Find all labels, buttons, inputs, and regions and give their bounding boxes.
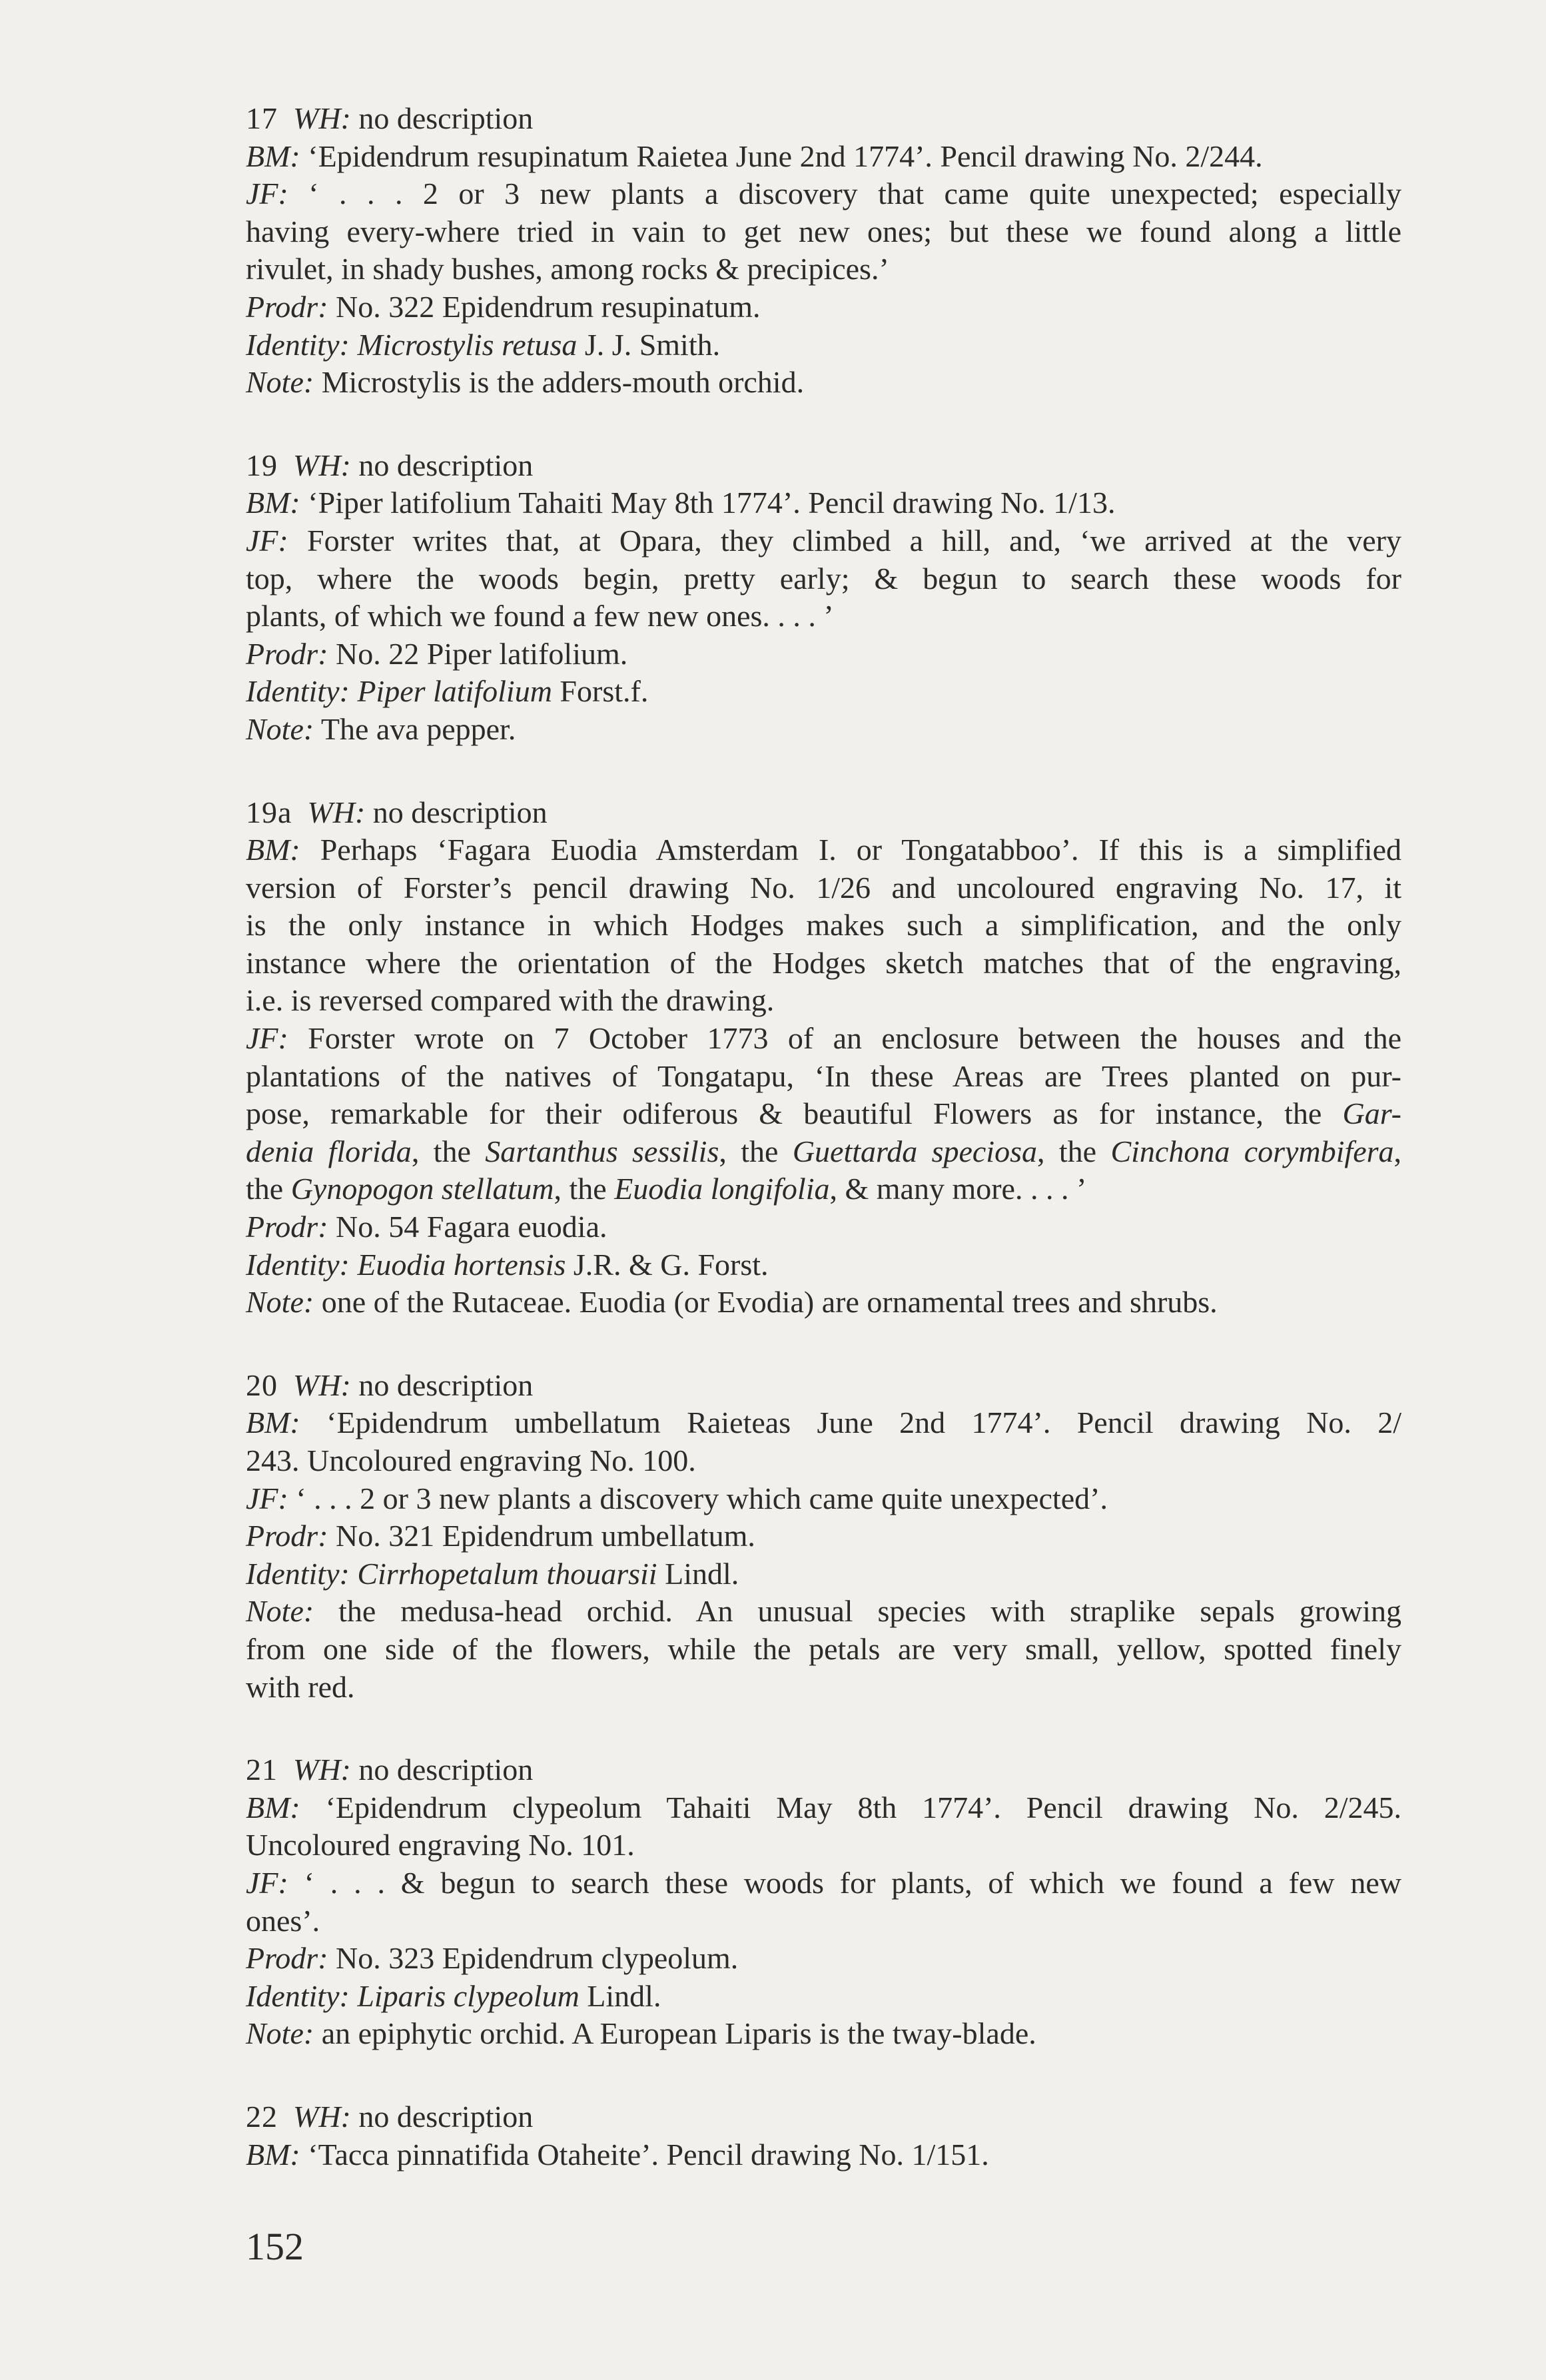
note-line: [246, 711, 1401, 749]
species-name: Euodia longifolia: [614, 1172, 830, 1206]
entry-19a: [246, 794, 1401, 1322]
jf-label: JF:: [246, 1865, 288, 1900]
jf-text: Forster wrote on 7 October 1773 of an enclosure between the houses and the: [308, 1021, 1401, 1056]
jf-label: JF:: [246, 1021, 288, 1056]
wh-label: WH:: [293, 101, 351, 135]
identity-author: Forst.f.: [560, 674, 649, 709]
entry-number: 19: [246, 448, 278, 482]
wh-text: no description: [372, 795, 548, 829]
entry-20: [246, 1367, 1401, 1706]
prodr-line: [246, 1517, 1401, 1555]
wh-label: WH:: [307, 795, 366, 829]
identity-label: Identity:: [246, 674, 350, 709]
jf-line: [246, 522, 1401, 560]
entry-heading: [246, 1367, 1401, 1405]
jf-text: , & many more. . . . ’: [829, 1172, 1087, 1206]
jf-text: pose, remarkable for their odiferous & beautiful Flowers as for instance, the: [246, 1096, 1322, 1131]
jf-line: plants, of which we found a few new ones. . . . ’: [246, 599, 834, 633]
entry-19: [246, 447, 1401, 749]
identity-author: J. J. Smith.: [584, 327, 721, 362]
prodr-text: No. 321 Epidendrum umbellatum.: [336, 1519, 755, 1553]
entry-17: [246, 100, 1401, 402]
bm-line: instance where the orientation of the Hodges sketch matches that of the engraving,: [246, 945, 1401, 980]
bm-label: BM:: [246, 833, 300, 867]
note-line: with red.: [246, 1669, 355, 1704]
jf-text: ‘ . . . 2 or 3 new plants a discovery that came quite unexpected; especially: [308, 177, 1402, 211]
prodr-text: No. 322 Epidendrum resupinatum.: [336, 289, 761, 324]
bm-text: ‘Epidendrum clypeolum Tahaiti May 8th 1774’. Pencil drawing No. 2/245.: [325, 1790, 1402, 1824]
note-label: Note:: [246, 1285, 314, 1320]
prodr-text: No. 22 Piper latifolium.: [336, 636, 628, 671]
jf-line: having every-where tried in vain to get new ones; but these we found along a little: [246, 214, 1401, 248]
identity-label: Identity:: [246, 1978, 350, 2013]
bm-text: Perhaps ‘Fagara Euodia Amsterdam I. or Tongatabboo’. If this is a simplified: [320, 833, 1401, 867]
jf-text: , the: [411, 1134, 471, 1168]
note-text: the medusa-head orchid. An unusual species with straplike sepals growing: [338, 1594, 1402, 1629]
bm-text: ‘Epidendrum umbellatum Raieteas June 2nd 1774’. Pencil drawing No. 2/: [326, 1405, 1402, 1440]
entry-21: [246, 1751, 1401, 2053]
note-line: from one side of the flowers, while the petals are very small, yellow, spotted finely: [246, 1631, 1401, 1666]
identity-line: [246, 673, 1401, 711]
identity-name: Microstylis retusa: [357, 327, 578, 362]
identity-line: [246, 1978, 1401, 2016]
bm-line: version of Forster’s pencil drawing No. 1/26 and uncoloured engraving No. 17, it: [246, 870, 1401, 905]
bm-line: [246, 831, 1401, 869]
page-number: 152: [246, 2225, 304, 2268]
wh-text: no description: [358, 1753, 534, 1787]
jf-label: JF:: [246, 1481, 288, 1515]
bm-line: i.e. is reversed compared with the drawing.: [246, 983, 775, 1018]
wh-text: no description: [358, 448, 534, 482]
note-line: [246, 1593, 1401, 1631]
species-name: Gynopogon stellatum: [290, 1172, 554, 1206]
entry-heading: [246, 447, 1401, 485]
bm-line: [246, 484, 1401, 522]
jf-line: [246, 1170, 1401, 1208]
bm-label: BM:: [246, 486, 300, 520]
jf-text: , the: [719, 1134, 779, 1168]
prodr-text: No. 323 Epidendrum clypeolum.: [336, 1941, 739, 1976]
wh-label: WH:: [293, 2099, 351, 2134]
wh-label: WH:: [293, 448, 351, 482]
species-name: denia florida: [246, 1134, 412, 1168]
bm-text: ‘Epidendrum resupinatum Raietea June 2nd 1774’. Pencil drawing No. 2/244.: [308, 139, 1263, 173]
jf-line: [246, 1480, 1401, 1518]
jf-line: [246, 1133, 1401, 1171]
note-line: [246, 2015, 1401, 2053]
prodr-label: Prodr:: [246, 289, 328, 324]
species-name: Guettarda speciosa: [792, 1134, 1037, 1168]
entry-number: 21: [246, 1753, 278, 1787]
prodr-line: [246, 1940, 1401, 1978]
species-name: Cinchona corymbifera: [1110, 1134, 1394, 1168]
bm-line: is the only instance in which Hodges makes such a simplification, and the only: [246, 908, 1401, 943]
bm-line: 243. Uncoloured engraving No. 100.: [246, 1443, 696, 1477]
identity-name: Piper latifolium: [357, 674, 552, 709]
page-body: [246, 100, 1401, 2219]
jf-text: ‘ . . . 2 or 3 new plants a discovery which came quite unexpected’.: [296, 1481, 1108, 1515]
identity-label: Identity:: [246, 1556, 350, 1591]
wh-label: WH:: [293, 1753, 351, 1787]
entry-number: 17: [246, 101, 278, 135]
prodr-label: Prodr:: [246, 636, 328, 671]
entry-number: 19a: [246, 795, 292, 829]
prodr-line: [246, 635, 1401, 673]
jf-text: the: [246, 1172, 284, 1206]
note-text: an epiphytic orchid. A European Liparis is the tway-blade.: [321, 2016, 1036, 2051]
note-label: Note:: [246, 2016, 314, 2051]
wh-text: no description: [358, 1368, 534, 1402]
jf-line: rivulet, in shady bushes, among rocks & precipices.’: [246, 252, 889, 286]
jf-text: , the: [1037, 1134, 1097, 1168]
species-name: Sartanthus sessilis: [485, 1134, 719, 1168]
bm-line: [246, 138, 1401, 176]
jf-label: JF:: [246, 177, 288, 211]
entry-number: 22: [246, 2099, 278, 2134]
bm-label: BM:: [246, 1405, 300, 1440]
identity-name: Euodia hortensis: [357, 1247, 566, 1282]
prodr-line: [246, 288, 1401, 326]
identity-author: J.R. & G. Forst.: [573, 1247, 769, 1282]
jf-line: [246, 1095, 1401, 1133]
bm-text: ‘Piper latifolium Tahaiti May 8th 1774’. Pencil drawing No. 1/13.: [308, 486, 1116, 520]
jf-line: ones’.: [246, 1903, 320, 1938]
prodr-label: Prodr:: [246, 1210, 328, 1244]
jf-line: [246, 1020, 1401, 1058]
note-text: Microstylis is the adders-mouth orchid.: [321, 365, 805, 400]
jf-line: plantations of the natives of Tongatapu, ‘In these Areas are Trees planted on pur-: [246, 1058, 1401, 1093]
identity-label: Identity:: [246, 327, 350, 362]
jf-line: [246, 175, 1401, 213]
bm-label: BM:: [246, 139, 300, 173]
note-label: Note:: [246, 365, 314, 400]
jf-label: JF:: [246, 523, 288, 558]
identity-line: [246, 1246, 1401, 1284]
jf-text: ‘ . . . & begun to search these woods for plants, of which we found a few new: [304, 1865, 1402, 1900]
entry-heading: [246, 1751, 1401, 1789]
entry-22: [246, 2098, 1401, 2174]
entry-number: 20: [246, 1368, 278, 1402]
note-text: one of the Rutaceae. Euodia (or Evodia) are ornamental trees and shrubs.: [321, 1285, 1218, 1320]
bm-label: BM:: [246, 1790, 300, 1824]
note-label: Note:: [246, 1594, 314, 1629]
prodr-line: [246, 1208, 1401, 1246]
bm-label: BM:: [246, 2137, 300, 2172]
jf-text: ,: [1393, 1134, 1402, 1168]
note-label: Note:: [246, 711, 314, 746]
identity-line: [246, 1555, 1401, 1593]
entry-heading: [246, 794, 1401, 832]
note-text: The ava pepper.: [320, 711, 516, 746]
bm-line: Uncoloured engraving No. 101.: [246, 1828, 635, 1862]
bm-line: [246, 2136, 1401, 2174]
prodr-text: No. 54 Fagara euodia.: [336, 1210, 607, 1244]
prodr-label: Prodr:: [246, 1941, 328, 1976]
identity-name: Cirrhopetalum thouarsii: [357, 1556, 657, 1591]
identity-name: Liparis clypeolum: [357, 1978, 580, 2013]
wh-text: no description: [358, 2099, 534, 2134]
bm-line: [246, 1789, 1401, 1827]
jf-line: top, where the woods begin, pretty early; & begun to search these woods for: [246, 561, 1401, 595]
wh-label: WH:: [293, 1368, 351, 1402]
identity-label: Identity:: [246, 1247, 350, 1282]
entry-heading: [246, 2098, 1401, 2136]
identity-author: Lindl.: [587, 1978, 661, 2013]
note-line: [246, 364, 1401, 402]
note-line: [246, 1284, 1401, 1322]
jf-text: Forster writes that, at Opara, they climbed a hill, and, ‘we arrived at the very: [306, 523, 1402, 558]
jf-line: [246, 1864, 1401, 1902]
wh-text: no description: [358, 101, 534, 135]
bm-line: [246, 1404, 1401, 1442]
entry-heading: [246, 100, 1401, 138]
species-name: Gar-: [1342, 1096, 1401, 1131]
prodr-label: Prodr:: [246, 1519, 328, 1553]
identity-line: [246, 326, 1401, 364]
jf-text: , the: [554, 1172, 607, 1206]
bm-text: ‘Tacca pinnatifida Otaheite’. Pencil drawing No. 1/151.: [308, 2137, 989, 2172]
identity-author: Lindl.: [665, 1556, 739, 1591]
